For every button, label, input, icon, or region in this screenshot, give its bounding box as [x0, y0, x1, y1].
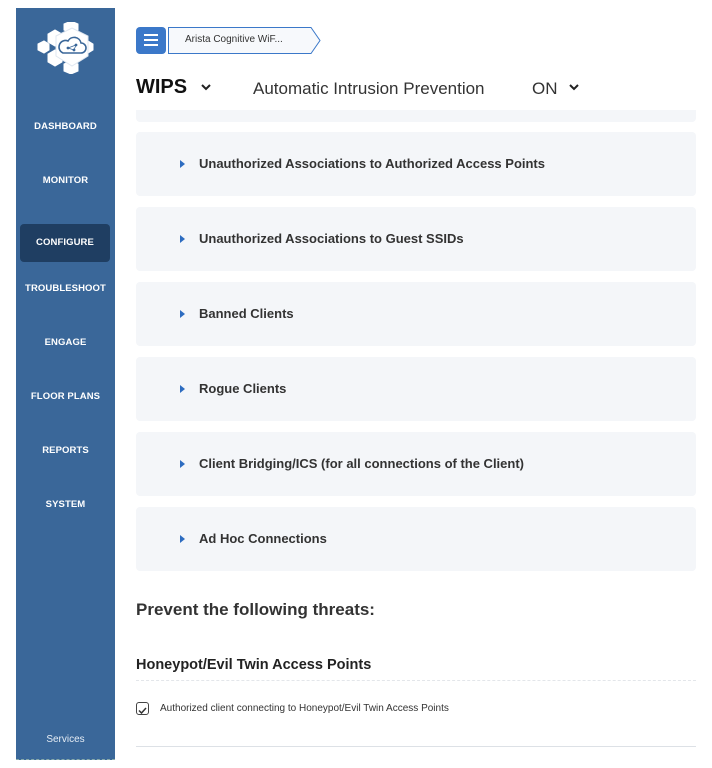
hamburger-icon-bar — [144, 34, 158, 36]
prevent-heading: Prevent the following threats: — [136, 600, 375, 619]
nav-troubleshoot[interactable]: TROUBLESHOOT — [25, 283, 106, 294]
section-divider — [136, 680, 696, 681]
caret-right-icon — [180, 310, 185, 318]
caret-right-icon — [180, 160, 185, 168]
nav-system[interactable]: SYSTEM — [45, 499, 86, 510]
honeypot-checkbox[interactable] — [136, 702, 149, 715]
panel-title: Ad Hoc Connections — [199, 531, 327, 546]
cloud-network-logo-icon[interactable] — [36, 22, 94, 74]
chevron-down-icon[interactable] — [199, 80, 213, 94]
caret-right-icon — [180, 385, 185, 393]
auto-prevention-label: Automatic Intrusion Prevention — [253, 79, 485, 98]
sidebar — [16, 8, 115, 760]
sidebar-divider — [16, 759, 115, 760]
panel-title: Unauthorized Associations to Guest SSIDs — [199, 231, 464, 246]
chevron-down-icon[interactable] — [567, 80, 581, 94]
panel-partial — [136, 110, 696, 122]
panel-unauthorized-assoc-authorized-ap[interactable] — [136, 132, 696, 196]
menu-button[interactable] — [136, 27, 166, 54]
panel-client-bridging[interactable] — [136, 432, 696, 496]
honeypot-checkbox-label[interactable]: Authorized client connecting to Honeypot/Evil Twin Access Points — [160, 703, 449, 714]
caret-right-icon — [180, 535, 185, 543]
nav-monitor[interactable]: MONITOR — [42, 175, 89, 186]
nav-configure[interactable]: CONFIGURE — [20, 224, 110, 262]
check-icon — [137, 705, 148, 716]
auto-prevention-state[interactable]: ON — [532, 79, 558, 98]
hamburger-icon-bar — [144, 44, 158, 46]
panel-unauthorized-assoc-guest-ssids[interactable] — [136, 207, 696, 271]
caret-right-icon — [180, 460, 185, 468]
panel-title: Client Bridging/ICS (for all connections of the Client) — [199, 456, 524, 471]
nav-engage[interactable]: ENGAGE — [44, 337, 87, 348]
panel-title: Unauthorized Associations to Authorized Access Points — [199, 156, 545, 171]
caret-right-icon — [180, 235, 185, 243]
nav-floor-plans[interactable]: FLOOR PLANS — [30, 391, 101, 402]
panel-rogue-clients[interactable] — [136, 357, 696, 421]
panel-banned-clients[interactable] — [136, 282, 696, 346]
breadcrumb-label[interactable]: Arista Cognitive WiF... — [185, 34, 283, 45]
nav-dashboard[interactable]: DASHBOARD — [34, 121, 97, 132]
panel-title: Banned Clients — [199, 306, 294, 321]
bottom-divider — [136, 746, 696, 747]
page-title[interactable]: WIPS — [136, 76, 188, 98]
hamburger-icon-bar — [144, 39, 158, 41]
section-title: Honeypot/Evil Twin Access Points — [136, 657, 372, 673]
nav-services[interactable]: Services — [46, 734, 85, 745]
panel-title: Rogue Clients — [199, 381, 287, 396]
nav-reports[interactable]: REPORTS — [42, 445, 89, 456]
panel-ad-hoc-connections[interactable] — [136, 507, 696, 571]
